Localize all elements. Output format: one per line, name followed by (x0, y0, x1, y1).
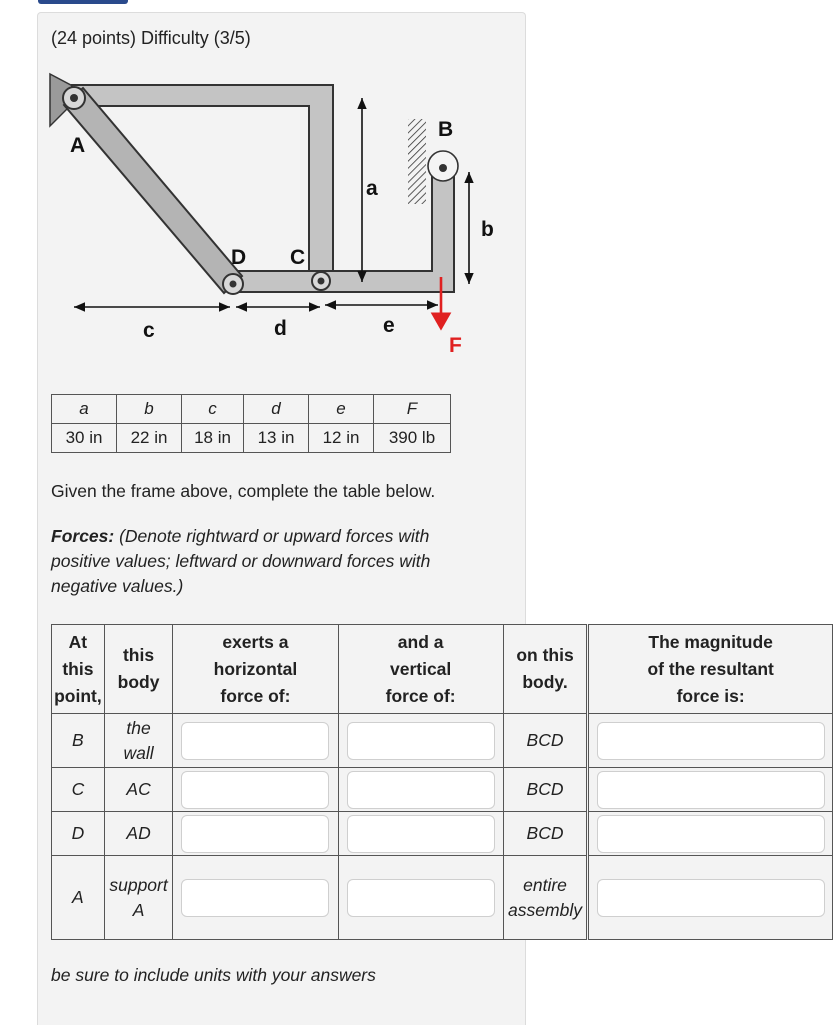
horizontal-cell (173, 768, 338, 812)
row-on-body-line: BCD (526, 730, 564, 750)
row-on-body-line: BCD (526, 823, 564, 843)
answer-table (51, 624, 833, 940)
header-line: vertical (389, 658, 452, 679)
horizontal-cell (173, 812, 338, 856)
vertical-force-input-c[interactable] (347, 771, 495, 809)
row-on-body (503, 714, 588, 768)
pin-c-center (318, 278, 325, 285)
label-F: F (449, 334, 462, 357)
param-value: 18 in (182, 424, 244, 453)
horizontal-force-input-b[interactable] (181, 722, 329, 760)
pin-d-center (230, 281, 237, 288)
parameters-value-row (52, 424, 451, 453)
answer-header-row (52, 625, 833, 714)
param-value: 12 in (309, 424, 374, 453)
param-header: c (182, 395, 244, 424)
header-line: body. (522, 672, 568, 692)
horizontal-force-input-a[interactable] (181, 879, 329, 917)
param-header: a (52, 395, 117, 424)
parameters-header-row (52, 395, 451, 424)
header-line: this (62, 658, 94, 679)
param-header: F (374, 395, 451, 424)
label-B: B (438, 118, 454, 141)
row-body-line: A (132, 899, 145, 920)
intro-text: Given the frame above, complete the table below. (51, 481, 436, 501)
header-line: of the resultant (647, 658, 774, 679)
header-line: point, (54, 685, 102, 706)
magnitude-cell (588, 856, 833, 940)
magnitude-input-c[interactable] (597, 771, 825, 809)
row-body (104, 768, 173, 812)
vertical-force-input-b[interactable] (347, 722, 495, 760)
question-header: (24 points) Difficulty (3/5) (51, 28, 251, 48)
forces-text: (Denote rightward or upward forces with positive values; leftward or downward forces with negative values.) (51, 526, 431, 596)
row-body-line: support (109, 874, 168, 895)
header-line: this (122, 645, 155, 665)
row-on-body (503, 812, 588, 856)
row-point: D (52, 812, 105, 856)
pin-a-center (70, 94, 78, 102)
magnitude-input-a[interactable] (597, 879, 825, 917)
param-value: 13 in (244, 424, 309, 453)
param-value: 30 in (52, 424, 117, 453)
row-point: A (52, 856, 105, 940)
magnitude-input-d[interactable] (597, 815, 825, 853)
horizontal-force-input-c[interactable] (181, 771, 329, 809)
row-body-line: wall (123, 742, 154, 763)
param-header: d (244, 395, 309, 424)
row-on-body-line: entire (523, 874, 567, 895)
row-on-body-line: assembly (508, 899, 582, 920)
row-point: C (52, 768, 105, 812)
header-magnitude (588, 625, 833, 714)
vertical-cell (338, 812, 503, 856)
horizontal-cell (173, 714, 338, 768)
row-body-line: the (126, 717, 151, 738)
horizontal-cell (173, 856, 338, 940)
row-body (104, 856, 173, 940)
vertical-cell (338, 768, 503, 812)
label-C: C (290, 246, 306, 269)
param-value: 390 lb (374, 424, 451, 453)
table-row (52, 768, 833, 812)
header-vertical (338, 625, 503, 714)
header-line: force of: (220, 685, 291, 706)
row-point: B (52, 714, 105, 768)
header-body (104, 625, 173, 714)
forces-label: Forces: (51, 526, 115, 546)
label-A: A (70, 134, 86, 157)
header-line: exerts a (222, 631, 289, 652)
header-point (52, 625, 105, 714)
units-reminder: be sure to include units with your answers (51, 965, 376, 985)
vertical-cell (338, 714, 503, 768)
param-header: b (117, 395, 182, 424)
magnitude-cell (588, 768, 833, 812)
table-row (52, 714, 833, 768)
member-ad (64, 88, 242, 293)
row-body (104, 714, 173, 768)
magnitude-cell (588, 812, 833, 856)
param-value: 22 in (117, 424, 182, 453)
top-accent-bar (38, 0, 128, 4)
row-on-body-line: BCD (526, 779, 564, 799)
header-line: force is: (676, 685, 745, 706)
roller-b-center (439, 164, 447, 172)
row-on-body (503, 856, 588, 940)
label-D: D (231, 246, 247, 269)
row-on-body (503, 768, 588, 812)
label-d: d (274, 317, 287, 340)
table-row (52, 812, 833, 856)
header-line: horizontal (213, 658, 298, 679)
header-line: At (68, 631, 88, 652)
magnitude-cell (588, 714, 833, 768)
magnitude-input-b[interactable] (597, 722, 825, 760)
table-row (52, 856, 833, 940)
label-a: a (366, 177, 378, 200)
header-on-body (503, 625, 588, 714)
label-e: e (383, 314, 395, 337)
vertical-force-input-d[interactable] (347, 815, 495, 853)
row-body (104, 812, 173, 856)
horizontal-force-input-d[interactable] (181, 815, 329, 853)
frame-diagram (40, 62, 510, 362)
header-line: The magnitude (648, 631, 773, 652)
parameters-table (51, 394, 451, 453)
row-body-line: AD (126, 823, 151, 843)
header-line: body (117, 672, 160, 692)
wall-hatch (408, 119, 426, 204)
header-horizontal (173, 625, 338, 714)
header-line: and a (397, 631, 444, 652)
label-c: c (143, 319, 155, 342)
vertical-force-input-a[interactable] (347, 879, 495, 917)
label-b: b (481, 218, 494, 241)
header-line: force of: (385, 685, 456, 706)
param-header: e (309, 395, 374, 424)
forces-instructions (51, 524, 471, 599)
vertical-cell (338, 856, 503, 940)
header-line: on this (516, 645, 574, 665)
row-body-line: AC (126, 779, 151, 799)
